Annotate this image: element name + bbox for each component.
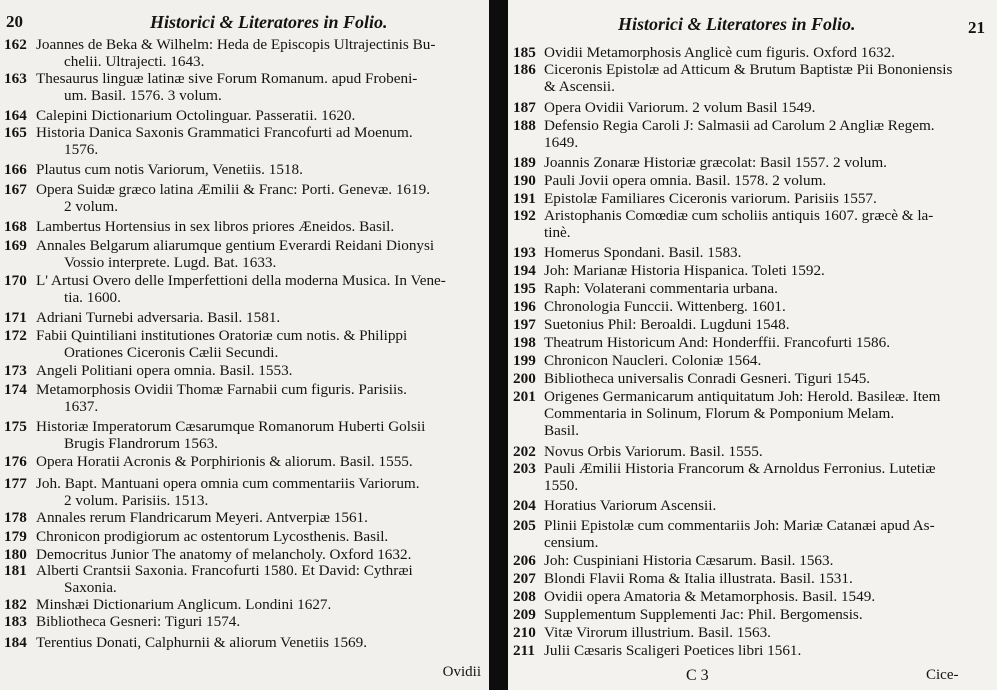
entry-number: 164 <box>4 107 27 124</box>
entry-text: Bibliotheca universalis Conradi Gesneri. Tiguri 1545. <box>544 370 871 387</box>
entry-text: Bibliotheca Gesneri: Tiguri 1574. <box>36 613 241 630</box>
entry-text: Thesaurus linguæ latinæ sive Forum Romanum. apud Frobeni- <box>36 70 418 87</box>
entry-continuation: Orationes Ciceronis Cælii Secundi. <box>64 344 279 361</box>
entry-number: 191 <box>513 190 536 207</box>
entry-text: Minshæi Dictionarium Anglicum. Londini 1627. <box>36 596 332 613</box>
entry-text: Alberti Crantsii Saxonia. Francofurti 1580. Et David: Cythræi <box>36 562 413 579</box>
entry-text: Annales Belgarum aliarumque gentium Everardi Reidani Dionysi <box>36 237 435 254</box>
entry-continuation: um. Basil. 1576. 3 volum. <box>64 87 222 104</box>
entry-text: Defensio Regia Caroli J: Salmasii ad Carolum 2 Angliæ Regem. <box>544 117 935 134</box>
entry-text: Chronicon prodigiorum ac ostentorum Lycosthenis. Basil. <box>36 528 389 545</box>
entry-text: L' Artusi Overo delle Imperfettioni della moderna Musica. In Vene- <box>36 272 446 289</box>
entry-number: 188 <box>513 117 536 134</box>
entry-number: 180 <box>4 546 27 563</box>
entry-continuation: tinè. <box>544 224 571 241</box>
entry-number: 178 <box>4 509 27 526</box>
entry-number: 177 <box>4 475 27 492</box>
entry-text: Plautus cum notis Variorum, Venetiis. 1518. <box>36 161 303 178</box>
entry-text: Fabii Quintiliani institutiones Oratoriæ cum notis. & Philippi <box>36 327 408 344</box>
entry-text: Historia Danica Saxonis Grammatici Francofurti ad Moenum. <box>36 124 413 141</box>
entry-continuation: 1649. <box>544 134 579 151</box>
entry-continuation: Basil. <box>544 422 580 439</box>
entry-text: Opera Ovidii Variorum. 2 volum Basil 1549. <box>544 99 816 116</box>
entry-text: Joh: Marianæ Historia Hispanica. Toleti 1592. <box>544 262 825 279</box>
entry-text: Julii Cæsaris Scaligeri Poetices libri 1561. <box>544 642 802 659</box>
entry-text: Suetonius Phil: Beroaldi. Lugduni 1548. <box>544 316 790 333</box>
entry-text: Joannis Zonaræ Historiæ græcolat: Basil 1557. 2 volum. <box>544 154 887 171</box>
entry-text: Blondi Flavii Roma & Italia illustrata. Basil. 1531. <box>544 570 853 587</box>
entry-text: Historiæ Imperatorum Cæsarumque Romanorum Huberti Golsii <box>36 418 426 435</box>
entry-number: 195 <box>513 280 536 297</box>
entry-text: Chronologia Funccii. Wittenberg. 1601. <box>544 298 786 315</box>
entry-number: 208 <box>513 588 536 605</box>
entry-text: Origenes Germanicarum antiquitatum Joh: Herold. Basileæ. Item <box>544 388 941 405</box>
entry-text: Aristophanis Comœdiæ cum scholiis antiquis 1607. græcè & la- <box>544 207 934 224</box>
entry-number: 181 <box>4 562 27 579</box>
entry-number: 182 <box>4 596 27 613</box>
entry-number: 198 <box>513 334 536 351</box>
entry-continuation: chelii. Ultrajecti. 1643. <box>64 53 205 70</box>
entry-number: 206 <box>513 552 536 569</box>
entry-text: Theatrum Historicum And: Honderffii. Francofurti 1586. <box>544 334 891 351</box>
right-page <box>508 0 997 690</box>
entry-text: Ovidii opera Amatoria & Metamorphosis. Basil. 1549. <box>544 588 876 605</box>
entry-text: Joh: Cuspiniani Historia Cæsarum. Basil. 1563. <box>544 552 834 569</box>
entry-continuation: 1637. <box>64 398 99 415</box>
entry-continuation: Brugis Flandrorum 1563. <box>64 435 218 452</box>
entry-continuation: & Ascensii. <box>544 78 615 95</box>
entry-number: 211 <box>513 642 535 659</box>
entry-continuation: Saxonia. <box>64 579 117 596</box>
entry-number: 179 <box>4 528 27 545</box>
entry-number: 171 <box>4 309 27 326</box>
entry-number: 187 <box>513 99 536 116</box>
entry-text: Horatius Variorum Ascensii. <box>544 497 717 514</box>
entry-number: 202 <box>513 443 536 460</box>
entry-text: Ciceronis Epistolæ ad Atticum & Brutum Baptistæ Pii Bononiensis <box>544 61 953 78</box>
running-header: Historici & Literatores in Folio. <box>618 14 856 34</box>
entry-number: 167 <box>4 181 27 198</box>
entry-text: Lambertus Hortensius in sex libros priores Æneidos. Basil. <box>36 218 395 235</box>
entry-number: 173 <box>4 362 27 379</box>
left-page <box>0 0 489 690</box>
entry-number: 172 <box>4 327 27 344</box>
entry-text: Novus Orbis Variorum. Basil. 1555. <box>544 443 763 460</box>
entry-continuation: censium. <box>544 534 599 551</box>
entry-number: 166 <box>4 161 27 178</box>
entry-number: 169 <box>4 237 27 254</box>
entry-number: 176 <box>4 453 27 470</box>
entry-text: Opera Suidæ græco latina Æmilii & Franc: Porti. Genevæ. 1619. <box>36 181 430 198</box>
entry-number: 197 <box>513 316 536 333</box>
entry-number: 194 <box>513 262 536 279</box>
entry-text: Terentius Donati, Calphurnii & aliorum Venetiis 1569. <box>36 634 368 651</box>
entry-number: 174 <box>4 381 27 398</box>
entry-number: 200 <box>513 370 536 387</box>
entry-text: Adriani Turnebi adversaria. Basil. 1581. <box>36 309 281 326</box>
entry-text: Calepini Dictionarium Octolinguar. Passeratii. 1620. <box>36 107 356 124</box>
entry-number: 170 <box>4 272 27 289</box>
entry-text: Vitæ Virorum illustrium. Basil. 1563. <box>544 624 771 641</box>
entry-text: Raph: Volaterani commentaria urbana. <box>544 280 778 297</box>
entry-number: 201 <box>513 388 536 405</box>
entry-number: 168 <box>4 218 27 235</box>
entry-number: 183 <box>4 613 27 630</box>
page-number: 20 <box>6 12 23 31</box>
entry-number: 186 <box>513 61 536 78</box>
entry-number: 189 <box>513 154 536 171</box>
entry-continuation: 1576. <box>64 141 99 158</box>
entry-number: 184 <box>4 634 27 651</box>
entry-text: Angeli Politiani opera omnia. Basil. 1553. <box>36 362 293 379</box>
entry-number: 196 <box>513 298 536 315</box>
entry-number: 204 <box>513 497 536 514</box>
entry-number: 192 <box>513 207 536 224</box>
entry-continuation: Vossio interprete. Lugd. Bat. 1633. <box>64 254 277 271</box>
entry-number: 203 <box>513 460 536 477</box>
entry-text: Opera Horatii Acronis & Porphirionis & aliorum. Basil. 1555. <box>36 453 413 470</box>
entry-text: Democritus Junior The anatomy of melancholy. Oxford 1632. <box>36 546 412 563</box>
entry-continuation: tia. 1600. <box>64 289 121 306</box>
entry-text: Metamorphosis Ovidii Thomæ Farnabii cum figuris. Parisiis. <box>36 381 407 398</box>
page-number: 21 <box>968 18 985 37</box>
entry-number: 205 <box>513 517 536 534</box>
entry-text: Annales rerum Flandricarum Meyeri. Antverpiæ 1561. <box>36 509 368 526</box>
entry-text: Supplementum Supplementi Jac: Phil. Bergomensis. <box>544 606 863 623</box>
entry-text: Pauli Jovii opera omnia. Basil. 1578. 2 volum. <box>544 172 827 189</box>
signature-mark: C 3 <box>686 667 709 684</box>
entry-number: 190 <box>513 172 536 189</box>
entry-number: 193 <box>513 244 536 261</box>
entry-text: Joannes de Beka & Wilhelm: Heda de Episcopis Ultrajectinis Bu- <box>36 36 436 53</box>
entry-number: 210 <box>513 624 536 641</box>
catchword: Ovidii <box>442 664 481 680</box>
entry-text: Ovidii Metamorphosis Anglicè cum figuris. Oxford 1632. <box>544 44 895 61</box>
entry-text: Plinii Epistolæ cum commentariis Joh: Mariæ Catanæi apud As- <box>544 517 935 534</box>
entry-continuation: 2 volum. Parisiis. 1513. <box>64 492 209 509</box>
entry-number: 163 <box>4 70 27 87</box>
entry-number: 175 <box>4 418 27 435</box>
entry-text: Epistolæ Familiares Ciceronis variorum. Parisiis 1557. <box>544 190 877 207</box>
entry-number: 165 <box>4 124 27 141</box>
entry-text: Chronicon Naucleri. Coloniæ 1564. <box>544 352 762 369</box>
entry-number: 207 <box>513 570 536 587</box>
entry-continuation: Commentaria in Solinum, Florum & Pomponium Melam. <box>544 405 895 422</box>
entry-text: Joh. Bapt. Mantuani opera omnia cum commentariis Variorum. <box>36 475 420 492</box>
entry-continuation: 2 volum. <box>64 198 119 215</box>
entry-number: 199 <box>513 352 536 369</box>
book-gutter <box>489 0 508 690</box>
entry-text: Pauli Æmilii Historia Francorum & Arnoldus Ferronius. Lutetiæ <box>544 460 936 477</box>
running-header: Historici & Literatores in Folio. <box>150 12 388 32</box>
entry-text: Homerus Spondani. Basil. 1583. <box>544 244 742 261</box>
entry-number: 185 <box>513 44 536 61</box>
catchword: Cice- <box>926 667 959 683</box>
entry-number: 209 <box>513 606 536 623</box>
entry-continuation: 1550. <box>544 477 579 494</box>
entry-number: 162 <box>4 36 27 53</box>
